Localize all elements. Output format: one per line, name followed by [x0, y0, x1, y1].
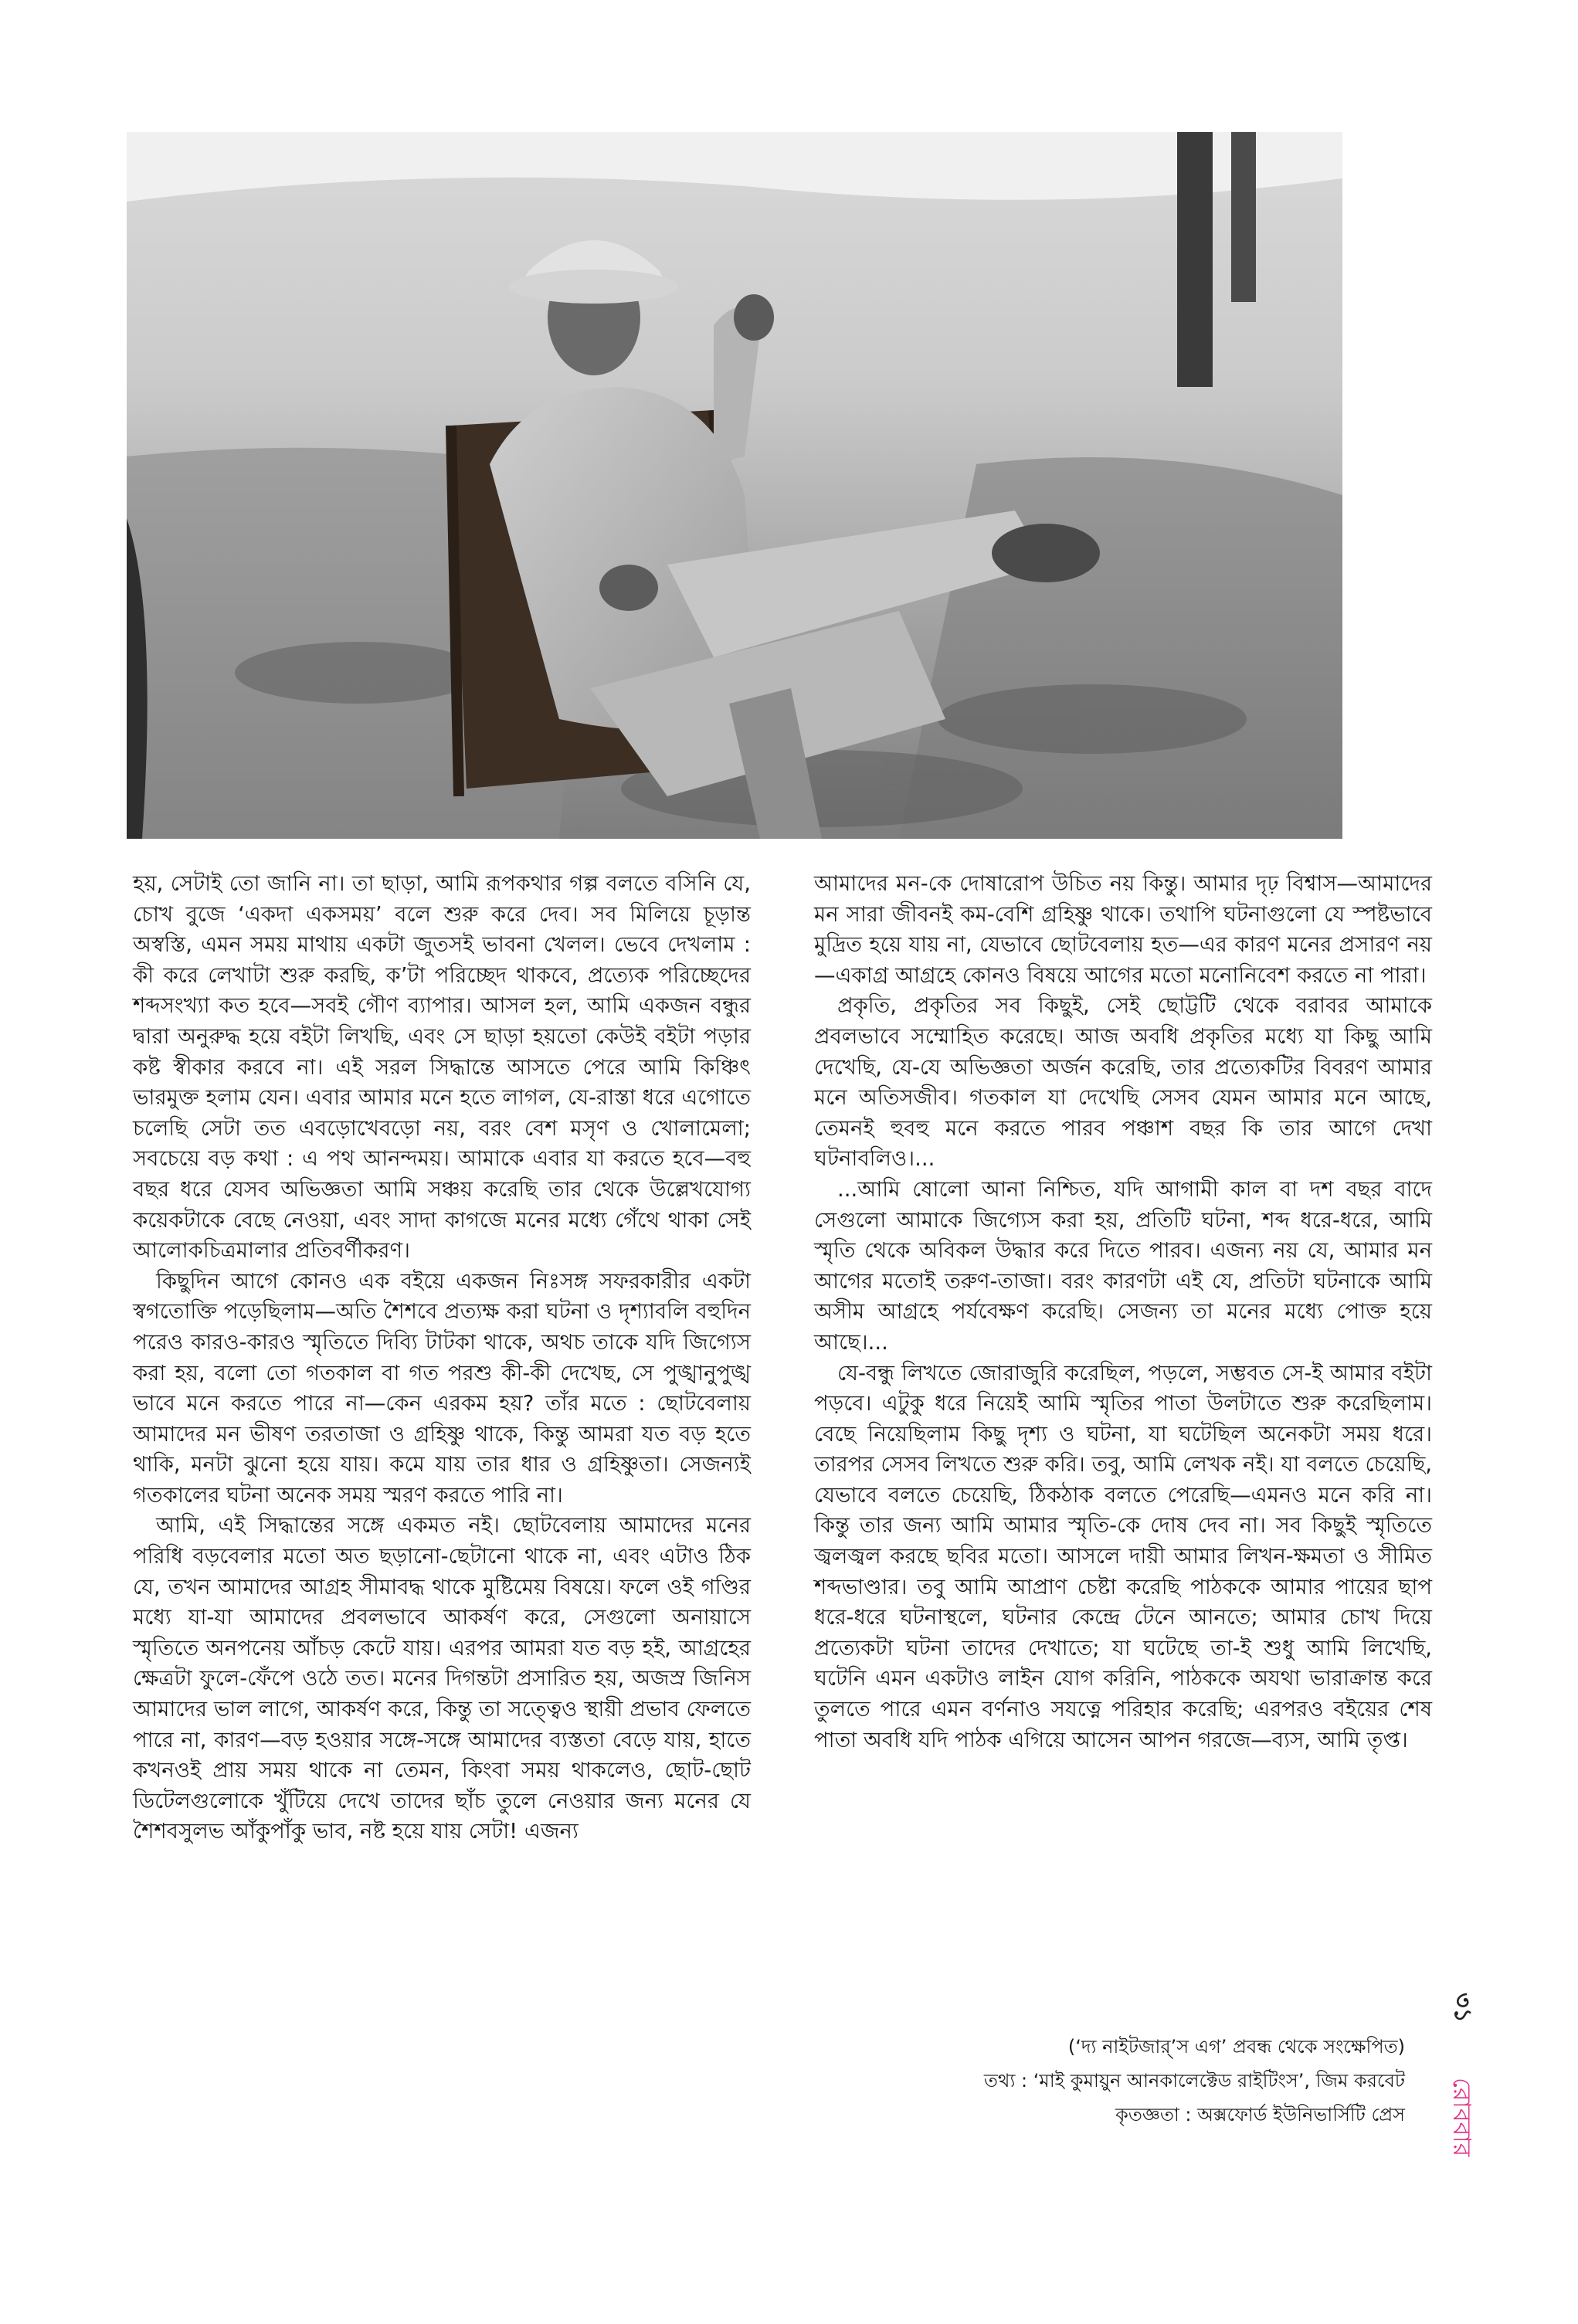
credit-thanks: কৃতজ্ঞতা : অক্সফোর্ড ইউনিভার্সিটি প্রেস [1115, 2104, 1405, 2126]
paragraph: যে-বন্ধু লিখতে জোরাজুরি করেছিল, পড়লে, সম্ভবত সে-ই আমার বইটা পড়বে। এটুকু ধরে নিয়েই আমি স্মৃতির পাতা উলটাতে শুরু করেছিলাম। বেছে নিয়েছিলাম কিছু দৃশ্য ও ঘটনা, যা ঘটেছিল অনেকটা সময় ধরে। তারপর সেসব লিখতে শুরু করি। তবু, আমি লেখক নই। যা বলতে চেয়েছি, যেভাবে বলতে চেয়েছি, ঠিকঠাক বলতে পেরেছি—এমনও মনে করি না। কিন্তু তার জন্য আমি আমার স্মৃতি-কে দোষ দেব না। সব কিছুই স্মৃতিতে জ্বলজ্বল করছে ছবির মতো। আসলে দায়ী আমার লিখন-ক্ষমতা ও সীমিত শব্দভাণ্ডার। তবু আমি আপ্রাণ চেষ্টা করেছি পাঠককে আমার পায়ের ছাপ ধরে-ধরে ঘটনাস্থলে, ঘটনার কেন্দ্রে টেনে আনতে; আমার চোখ দিয়ে প্রত্যেকটা ঘটনা তাদের দেখাতে; যা ঘটেছে তা-ই শুধু আমি লিখেছি, ঘটেনি এমন একটাও লাইন যোগ করিনি, পাঠককে অযথা ভারাক্রান্ত করে তুলতে পারে এমন বর্ণনাও সযত্নে পরিহার করেছি; এরপরও বইয়ের শেষ পাতা অবধি যদি পাঠক এগিয়ে আসেন আপন গরজে—ব্যস, আমি তৃপ্ত। [814, 1360, 1432, 1752]
paragraph: কিছুদিন আগে কোনও এক বইয়ে একজন নিঃসঙ্গ সফরকারীর একটা স্বগতোক্তি পড়েছিলাম—অতি শৈশবে প্রত্যক্ষ করা ঘটনা ও দৃশ্যাবলি বহুদিন পরেও কারও-কারও স্মৃতিতে দিব্যি টাটকা থাকে, অথচ তাকে যদি জিগ্যেস করা হয়, বলো তো গতকাল বা গত পরশু কী-কী দেখেছ, সে পুঙ্খানুপুঙ্খ ভাবে মনে করতে পারে না—কেন এরকম হয়? তাঁর মতে : ছোটবেলায় আমাদের মন ভীষণ তরতাজা ও গ্রহিষ্ণু থাকে, কিন্তু আমরা যত বড় হতে থাকি, মনটা ঝুনো হয়ে যায়। কমে যায় তার ধার ও গ্রহিষ্ণুতা। সেজন্যই গতকালের ঘটনা অনেক সময় স্মরণ করতে পারি না। [133, 1268, 751, 1508]
credit-source: (‘দ্য নাইটজার্’স এগ’ প্রবন্ধ থেকে সংক্ষেপিত) [1067, 2036, 1405, 2058]
credits-block [984, 2030, 1405, 2132]
page-number: ৩১ [1449, 1993, 1476, 2023]
article-column-left [133, 869, 751, 1847]
paragraph: আমাদের মন-কে দোষারোপ উচিত নয় কিন্তু। আমার দৃঢ় বিশ্বাস—আমাদের মন সারা জীবনই কম-বেশি গ্রহিষ্ণু থাকে। তথাপি ঘটনাগুলো যে স্পষ্টভাবে মুদ্রিত হয়ে যায় না, যেভাবে ছোটবেলায় হত—এর কারণ মনের প্রসারণ নয়—একাগ্র আগ্রহে কোনও বিষয়ে আগের মতো মনোনিবেশ করতে না পারা। [814, 871, 1432, 988]
page-margin-label [1435, 1993, 1489, 2240]
paragraph: ...আমি ষোলো আনা নিশ্চিত, যদি আগামী কাল বা দশ বছর বাদে সেগুলো আমাকে জিগ্যেস করা হয়, প্রতিটি ঘটনা, শব্দ ধরে-ধরে, আমি স্মৃতি থেকে অবিকল উদ্ধার করে দিতে পারব। এজন্য নয় যে, আমার মন আগের মতোই তরুণ-তাজা। বরং কারণটা এই যে, প্রতিটা ঘটনাকে আমি অসীম আগ্রহে পর্যবেক্ষণ করেছি। সেজন্য তা মনের মধ্যে পোক্ত হয়ে আছে।... [814, 1176, 1432, 1355]
paragraph: হয়, সেটাই তো জানি না। তা ছাড়া, আমি রূপকথার গল্প বলতে বসিনি যে, চোখ বুজে ‘একদা একসময়’ বলে শুরু করে দেব। সব মিলিয়ে চূড়ান্ত অস্বস্তি, এমন সময় মাথায় একটা জুতসই ভাবনা খেলল। ভেবে দেখলাম : কী করে লেখাটা শুরু করছি, ক’টা পরিচ্ছেদ থাকবে, প্রত্যেক পরিচ্ছেদের শব্দসংখ্যা কত হবে—সবই গৌণ ব্যাপার। আসল হল, আমি একজন বন্ধুর দ্বারা অনুরুদ্ধ হয়ে বইটা লিখছি, এবং সে ছাড়া হয়তো কেউই বইটা পড়ার কষ্ট স্বীকার করবে না। এই সরল সিদ্ধান্তে আসতে পেরে আমি কিঞ্চিৎ ভারমুক্ত হলাম যেন। এবার আমার মনে হতে লাগল, যে-রাস্তা ধরে এগোতে চলেছি সেটা তত এবড়োখেবড়ো নয়, বরং বেশ মসৃণ ও খোলামেলা; সবচেয়ে বড় কথা : এ পথ আনন্দময়। আমাকে এবার যা করতে হবে—বহু বছর ধরে যেসব অভিজ্ঞতা আমি সঞ্চয় করেছি তার থেকে উল্লেখযোগ্য কয়েকটাকে বেছে নেওয়া, এবং সাদা কাগজে মনের মধ্যে গেঁথে থাকা সেই আলোকচিত্রমালার প্রতিবর্ণীকরণ। [133, 871, 751, 1264]
paragraph: প্রকৃতি, প্রকৃতির সব কিছুই, সেই ছোট্টটি থেকে বরাবর আমাকে প্রবলভাবে সম্মোহিত করেছে। আজ অবধি প্রকৃতির মধ্যে যা কিছু আমি দেখেছি, যে-যে অভিজ্ঞতা অর্জন করেছি, তার প্রত্যেকটির বিবরণ আমার মনে অতিসজীব। গতকাল যা দেখেছি সেসব যেমন আমার মনে আছে, তেমনই হুবহু মনে করতে পারব পঞ্চাশ বছর কি তার আগে দেখা ঘটনাবলিও।... [814, 993, 1432, 1172]
magazine-name: রোববার [1447, 2078, 1477, 2157]
article-photo [127, 132, 1342, 839]
credit-info: তথ্য : ‘মাই কুমায়ুন আনকালেক্টেড রাইটিংস’, জিম করবেট [983, 2070, 1405, 2092]
article-column-right [814, 869, 1432, 1756]
photo-icon [127, 132, 1342, 839]
paragraph: আমি, এই সিদ্ধান্তের সঙ্গে একমত নই। ছোটবেলায় আমাদের মনের পরিধি বড়বেলার মতো অত ছড়ানো-ছেটানো থাকে না, এবং এটাও ঠিক যে, তখন আমাদের আগ্রহ সীমাবদ্ধ থাকে মুষ্টিমেয় বিষয়ে। ফলে ওই গণ্ডির মধ্যে যা-যা আমাদের প্রবলভাবে আকর্ষণ করে, সেগুলো অনায়াসে স্মৃতিতে অনপনেয় আঁচড় কেটে যায়। এরপর আমরা যত বড় হই, আগ্রহের ক্ষেত্রটা ফুলে-ফেঁপে ওঠে তত। মনের দিগন্তটা প্রসারিত হয়, অজস্র জিনিস আমাদের ভাল লাগে, আকর্ষণ করে, কিন্তু তা সত্ত্বেও স্থায়ী প্রভাব ফেলতে পারে না, কারণ—বড় হওয়ার সঙ্গে-সঙ্গে আমাদের ব্যস্ততা বেড়ে যায়, হাতে কখনওই প্রায় সময় থাকে না তেমন, কিংবা সময় থাকলেও, ছোট-ছোট ডিটেলগুলোকে খুঁটিয়ে দেখে তাদের ছাঁচ তুলে নেওয়ার জন্য মনের যে শৈশবসুলভ আঁকুপাঁকু ভাব, নষ্ট হয়ে যায় সেটা! এজন্য [133, 1513, 751, 1844]
